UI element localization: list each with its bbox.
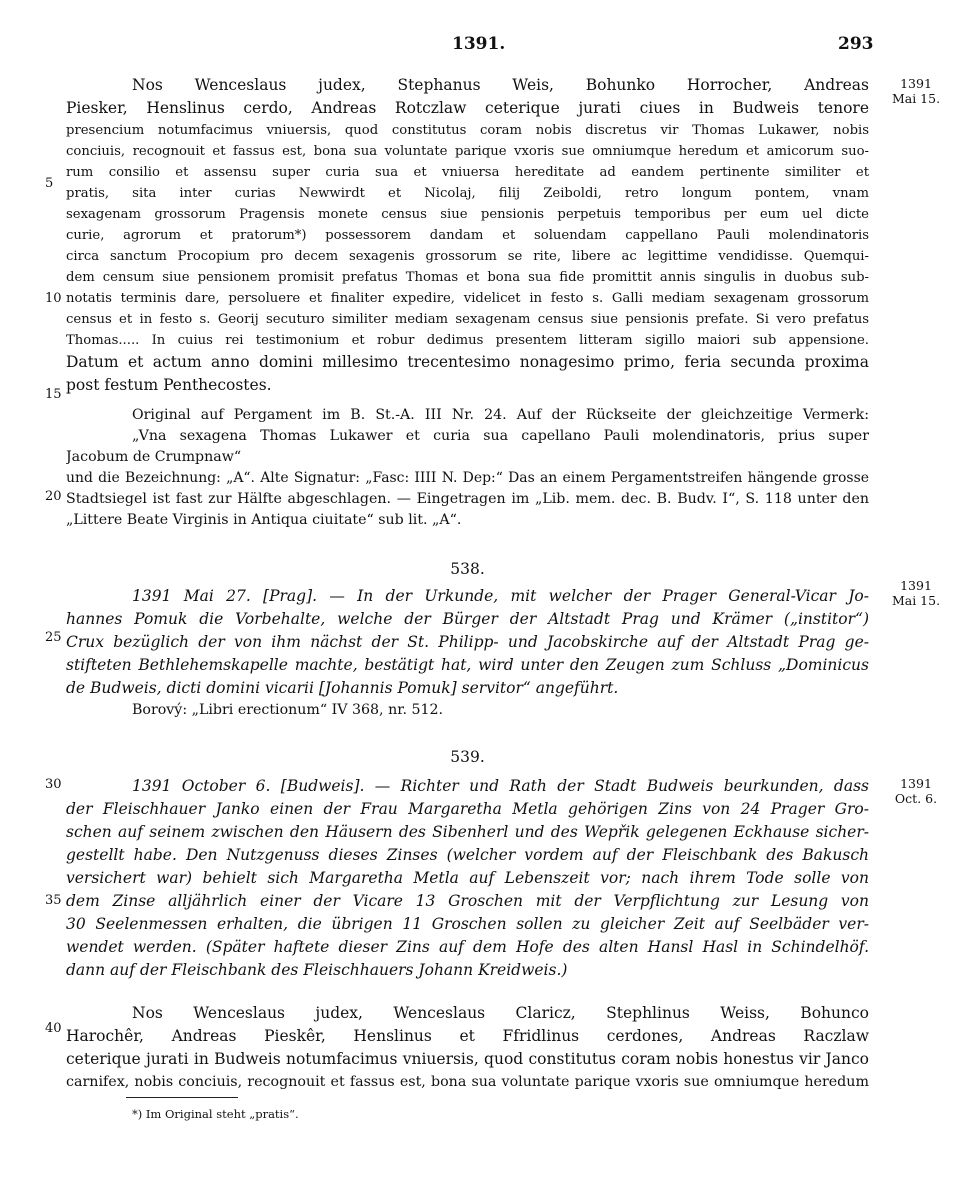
regest-line: stifteten Bethlehemskapelle machte, bestätigt hat, wird unter den Zeugen zum Schluss „Dominicus — [66, 656, 869, 674]
regest-line: de Budweis, dicti domini vicarii [Johannis Pomuk] servitor“ angeführt. — [66, 679, 619, 697]
regest-line: 1391 Mai 27. [Prag]. — In der Urkunde, mit welcher der Prager General-Vicar Jo- — [132, 587, 869, 605]
note-line: „Littere Beate Virginis in Antiqua ciuitate“ sub lit. „A“. — [66, 512, 462, 528]
regest-line: hannes Pomuk die Vorbehalte, welche der Bürger der Altstadt Prag und Krämer („institor“) — [66, 610, 869, 628]
charter-text-539 — [66, 1002, 869, 1094]
source-538 — [66, 700, 869, 721]
regest-line: wendet werden. (Später haftete dieser Zins auf dem Hofe des alten Hansl Hasl in Schindelhöf. — [66, 938, 869, 956]
line-number: 15 — [45, 387, 62, 402]
text-line: Harochêr, Andreas Pieskêr, Henslinus et Ffridlinus cerdones, Andreas Raczlaw — [66, 1027, 869, 1045]
text-line: dem censum siue pensionem promisit prefatus Thomas et bona sua fide promittit annis singulis in duobus sub- — [66, 270, 869, 285]
section-number-538: 538. — [450, 560, 485, 578]
page-body — [66, 74, 869, 1094]
text-line: circa sanctum Procopium pro decem sexagenis grossorum se rite, libere ac legittime vendidisse. Quemqui- — [66, 249, 869, 264]
regest-539 — [66, 775, 869, 982]
text-line: pratis, sita inter curias Newwirdt et Nicolaj, filij Zeiboldi, retro longum pontem, vnam — [66, 186, 869, 201]
text-line: Nos Wenceslaus judex, Wenceslaus Claricz, Stephlinus Weiss, Bohunco — [132, 1004, 869, 1022]
text-line: presencium notumfacimus vniuersis, quod constitutus coram nobis discretus vir Thomas Lukawer, nobis — [66, 123, 869, 138]
text-line: census et in festo s. Georij secuturo similiter mediam sexagenam census siue pensionis prefate. Si vero prefatus — [66, 312, 869, 327]
margin-date-3: 1391 Oct. 6. — [894, 776, 938, 806]
text-line: Piesker, Henslinus cerdo, Andreas Rotczlaw ceterique jurati ciues in Budweis tenore — [66, 99, 869, 117]
note-line: Jacobum de Crumpnaw“ — [66, 449, 242, 465]
margin-date-2: 1391 Mai 15. — [891, 578, 941, 608]
page-number: 293 — [838, 34, 874, 54]
note-line: Original auf Pergament im B. St.-A. III Nr. 24. Auf der Rückseite der gleichzeitige Vermerk: — [132, 407, 869, 423]
regest-line: versichert war) behielt sich Margaretha Metla auf Lebenszeit vor; nach ihrem Tode solle von — [66, 869, 869, 887]
regest-line: schen auf seinem zwischen den Häusern des Sibenherl und des Wepřik gelegenen Eckhause sicher- — [66, 823, 869, 841]
text-line: rum consilio et assensu super curia sua et vniuersa hereditate ad eandem pertinente similiter et — [66, 165, 869, 180]
text-line: Datum et actum anno domini millesimo trecentesimo nonagesimo primo, feria secunda proxima — [66, 353, 869, 371]
line-number: 30 — [45, 777, 62, 792]
text-line: conciuis, recognouit et fassus est, bona sua voluntate parique vxoris sue omniumque heredum et amicorum suo- — [66, 144, 869, 159]
section-number-539: 539. — [450, 748, 485, 766]
footnote: *) Im Original steht „pratis“. — [132, 1107, 299, 1121]
archival-note-1 — [66, 405, 869, 531]
regest-538 — [66, 585, 869, 700]
margin-date-1: 1391 Mai 15. — [891, 76, 941, 106]
text-line: Nos Wenceslaus judex, Stephanus Weis, Bohunko Horrocher, Andreas — [132, 76, 869, 94]
regest-line: Crux bezüglich der von ihm nächst der St. Philipp- und Jacobskirche auf der Altstadt Prag ge- — [66, 633, 869, 651]
regest-line: dem Zinse alljährlich einer der Vicare 13 Groschen mit der Verpflichtung zur Lesung von — [66, 892, 869, 910]
text-line: ceterique jurati in Budweis notumfacimus vniuersis, quod constitutus coram nobis honestus vir Janco — [66, 1050, 869, 1068]
regest-line: gestellt habe. Den Nutzgenuss dieses Zinses (welcher vordem auf der Fleischbank des Bakusch — [66, 846, 869, 864]
source-line: Borový: „Libri erectionum“ IV 368, nr. 512. — [132, 702, 444, 718]
charter-text-1 — [66, 74, 869, 120]
text-line: post festum Penthecostes. — [66, 376, 272, 394]
charter-dating-1 — [66, 351, 869, 397]
footnote-rule — [126, 1097, 238, 1098]
charter-text-1-small — [66, 120, 869, 351]
line-number: 40 — [45, 1021, 62, 1036]
line-number: 25 — [45, 630, 62, 645]
header-year: 1391. — [452, 34, 506, 54]
running-header — [0, 34, 960, 58]
text-line: Thomas..... In cuius rei testimonium et robur dedimus presentem litteram sigillo maiori sub appensione. — [66, 333, 869, 348]
text-line: notatis terminis dare, persoluere et finaliter expedire, videlicet in festo s. Galli mediam sexagenam grossorum — [66, 291, 869, 306]
note-line: „Vna sexagena Thomas Lukawer et curia sua capellano Pauli molendinatoris, prius super — [132, 428, 869, 444]
line-number: 10 — [45, 291, 62, 306]
line-number: 35 — [45, 893, 62, 908]
text-line: curie, agrorum et pratorum*) possessorem dandam et soluendam cappellano Pauli molendinatoris — [66, 228, 869, 243]
line-number: 5 — [45, 176, 54, 191]
text-line: carnifex, nobis conciuis, recognouit et fassus est, bona sua voluntate parique vxoris sue omniumque heredum — [66, 1074, 869, 1090]
line-number: 20 — [45, 489, 62, 504]
note-line: Stadtsiegel ist fast zur Hälfte abgeschlagen. — Eingetragen im „Lib. mem. dec. B. Budv. I“, S. 118 unter den — [66, 491, 869, 507]
regest-line: dann auf der Fleischbank des Fleischhauers Johann Kreidweis.) — [66, 961, 568, 979]
note-line: und die Bezeichnung: „A“. Alte Signatur: „Fasc: IIII N. Dep:“ Das an einem Pergamentstreifen hängende grosse — [66, 470, 869, 486]
regest-line: 1391 October 6. [Budweis]. — Richter und Rath der Stadt Budweis beurkunden, dass — [132, 777, 869, 795]
text-line: sexagenam grossorum Pragensis monete census siue pensionis perpetuis temporibus per eum uel dicte — [66, 207, 869, 222]
regest-line: der Fleischhauer Janko einen der Frau Margaretha Metla gehörigen Zins von 24 Prager Gro- — [66, 800, 869, 818]
regest-line: 30 Seelenmessen erhalten, die übrigen 11 Groschen sollen zu gleicher Zeit auf Seelbäder ver- — [66, 915, 869, 933]
